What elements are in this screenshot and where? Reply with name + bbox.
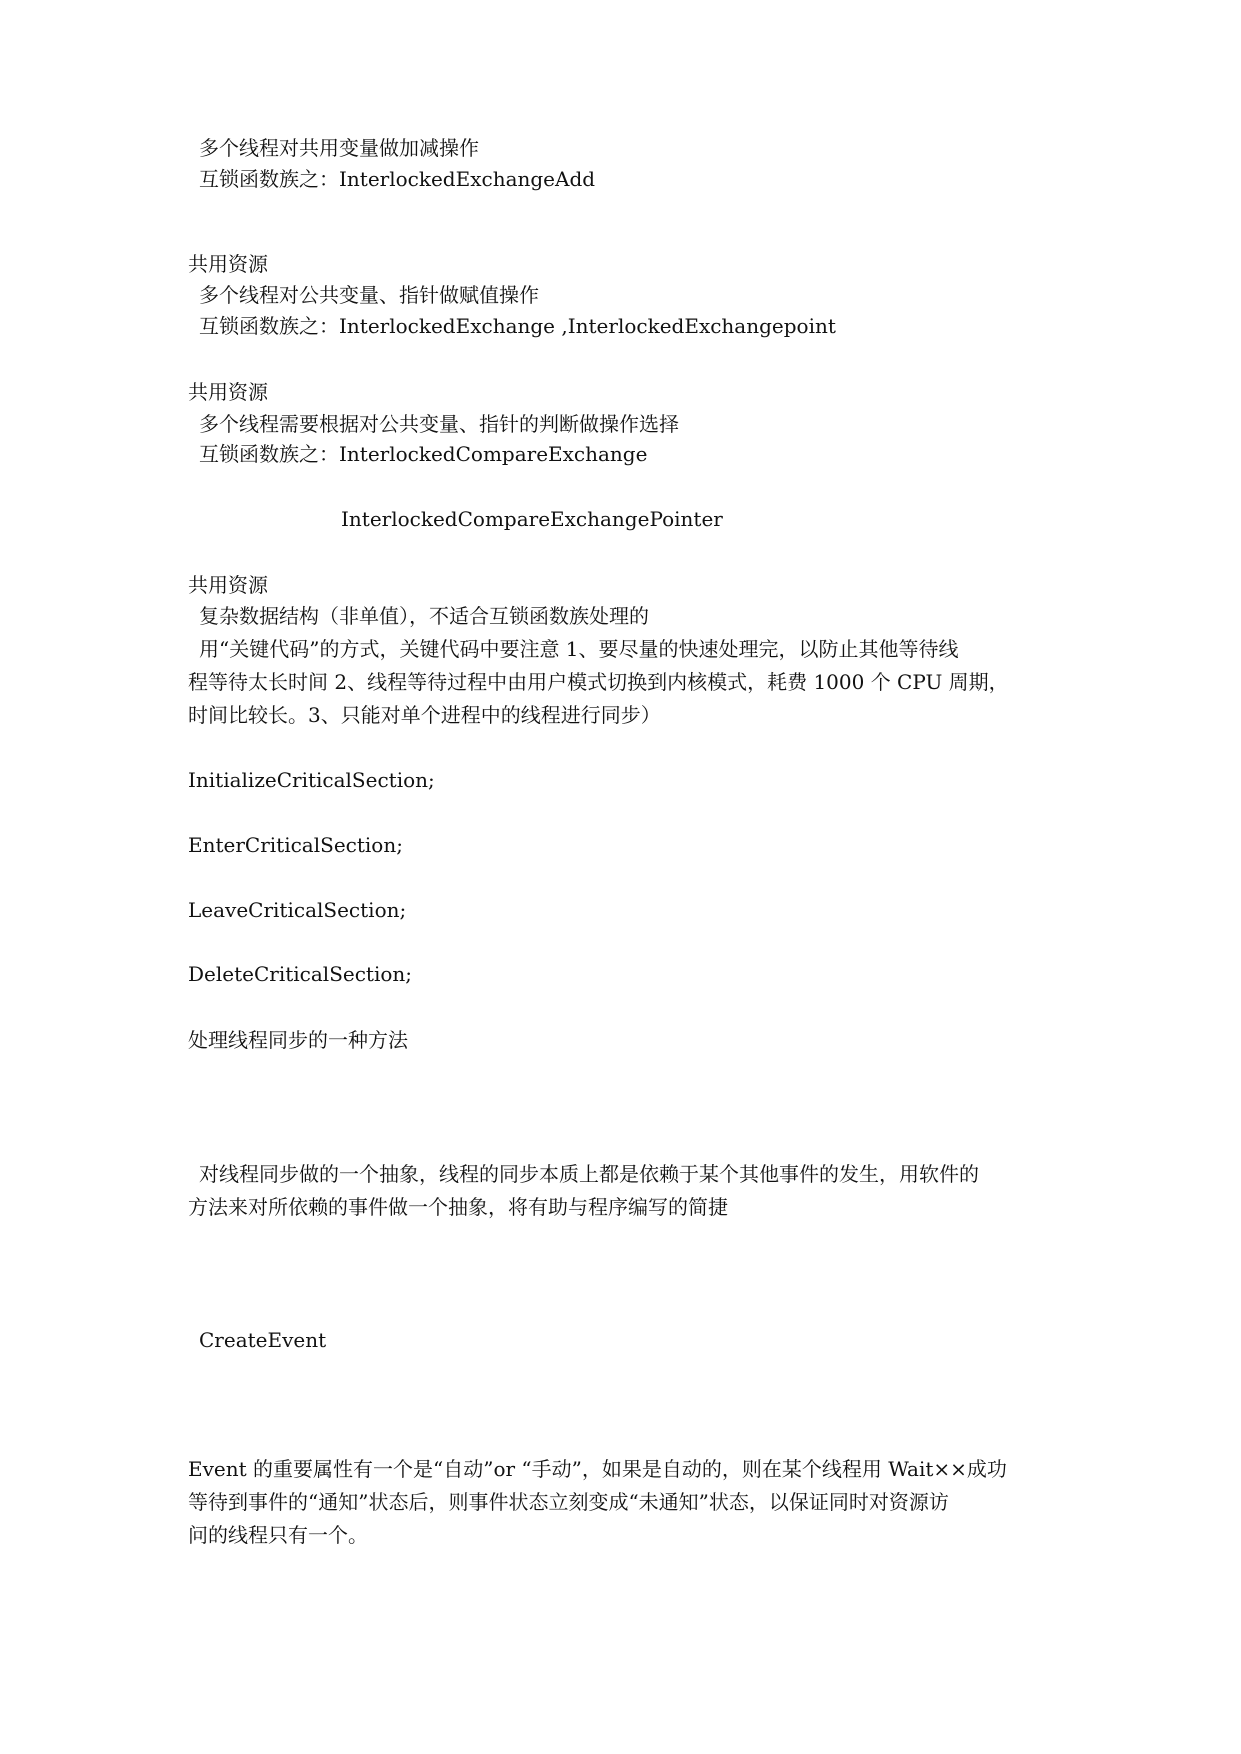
text-line: 复杂数据结构（非单值），不适合互锁函数族处理的 (199, 604, 649, 628)
text-line: 多个线程对共用变量做加减操作 (199, 136, 479, 160)
paragraph-line: 时间比较长。3、只能对单个进程中的线程进行同步） (188, 703, 661, 727)
text-line: 互锁函数族之：InterlockedCompareExchange (199, 442, 648, 466)
section-heading: 共用资源 (188, 380, 268, 404)
function-name: EnterCriticalSection; (188, 833, 403, 857)
section-heading: 共用资源 (188, 252, 268, 276)
paragraph-line: 方法来对所依赖的事件做一个抽象，将有助与程序编写的简捷 (188, 1195, 728, 1219)
function-name: DeleteCriticalSection; (188, 962, 413, 986)
text-line: 多个线程需要根据对公共变量、指针的判断做操作选择 (199, 412, 679, 436)
paragraph-line: 用“关键代码”的方式，关键代码中要注意 1、要尽量的快速处理完，以防止其他等待线 (199, 637, 959, 661)
function-name: LeaveCriticalSection; (188, 898, 407, 922)
text-line: 互锁函数族之：InterlockedExchangeAdd (199, 167, 596, 191)
function-name: CreateEvent (199, 1328, 327, 1352)
paragraph-line: 对线程同步做的一个抽象，线程的同步本质上都是依赖于某个其他事件的发生，用软件的 (199, 1162, 979, 1186)
paragraph-line: Event 的重要属性有一个是“自动”or “手动”，如果是自动的，则在某个线程用 Wait××成功 (188, 1457, 1007, 1481)
paragraph-line: 程等待太长时间 2、线程等待过程中由用户模式切换到内核模式，耗费 1000 个 CPU 周期， (188, 670, 1009, 694)
paragraph-line: 等待到事件的“通知”状态后，则事件状态立刻变成“未通知”状态，以保证同时对资源访 (188, 1490, 949, 1514)
text-line: 多个线程对公共变量、指针做赋值操作 (199, 283, 539, 307)
text-line: 处理线程同步的一种方法 (188, 1028, 408, 1052)
section-heading: 共用资源 (188, 573, 268, 597)
text-line: 互锁函数族之：InterlockedExchange ,InterlockedExchangepoint (199, 314, 836, 338)
function-name: InitializeCriticalSection; (188, 768, 435, 792)
paragraph-line: 问的线程只有一个。 (188, 1523, 368, 1547)
text-line: InterlockedCompareExchangePointer (341, 507, 723, 531)
